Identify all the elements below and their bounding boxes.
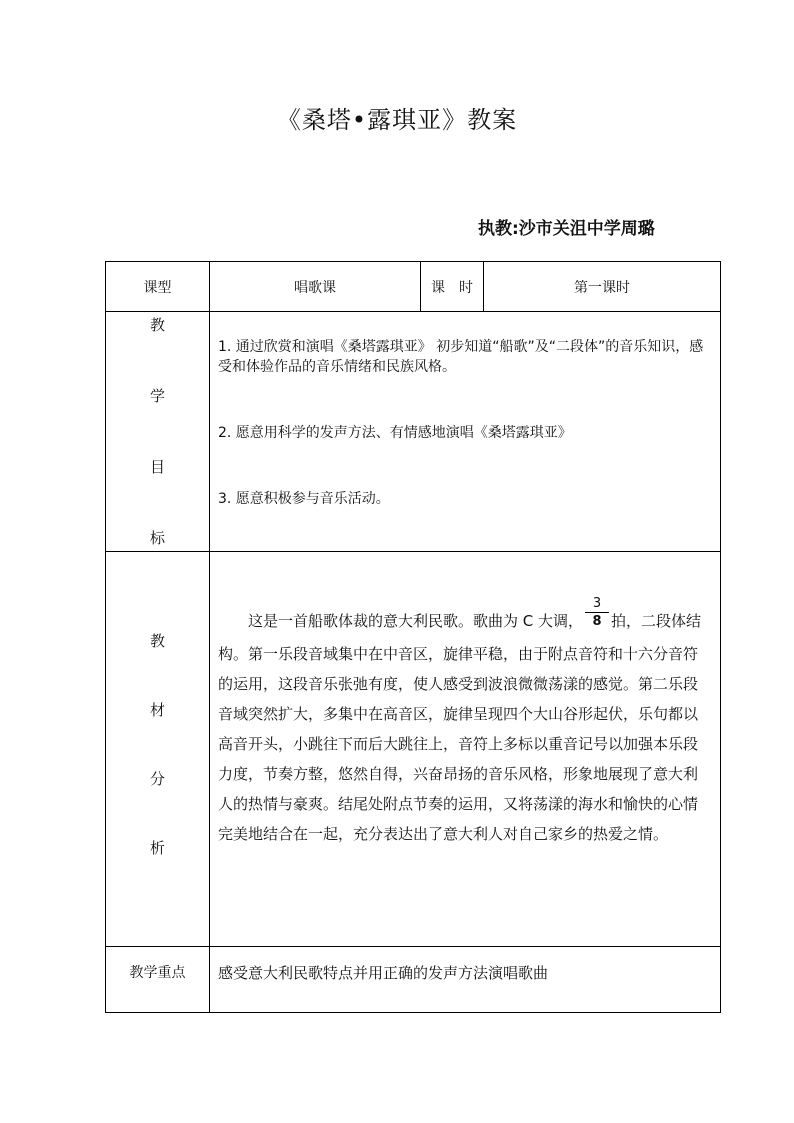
material-analysis-content — [210, 552, 721, 947]
time-signature-denominator: 8 — [592, 614, 602, 629]
period-label: 课 时 — [421, 262, 484, 312]
goals-label-char: 目 — [149, 458, 165, 476]
goals-label-char: 学 — [149, 387, 165, 405]
lesson-type-value: 唱歌课 — [210, 262, 421, 312]
material-analysis-label — [106, 552, 210, 947]
lesson-plan-table — [105, 261, 721, 1013]
goal-item: 3. 愿意积极参与音乐活动。 — [218, 491, 390, 507]
material-label-char: 析 — [149, 839, 165, 857]
row-material-analysis — [106, 552, 721, 947]
goal-item: 2. 愿意用科学的发声方法、有情感地演唱《桑塔露琪亚》 — [218, 425, 572, 441]
goal-item: 1. 通过欣赏和演唱《桑塔露琪亚》 初步知道“船歌”及“二段体”的音乐知识，感受和体验作品的音乐情绪和民族风格。 — [218, 339, 704, 375]
row-key-points — [106, 947, 721, 1013]
author-line: 执教:沙市关沮中学周璐 — [478, 219, 655, 239]
document-title: 《桑塔•露琪亚》教案 — [276, 106, 518, 134]
material-label-char: 教 — [149, 632, 165, 650]
time-signature-numerator: 3 — [585, 596, 609, 613]
teaching-goals-content — [210, 312, 721, 552]
goals-label-char: 教 — [149, 316, 165, 334]
key-points-value: 感受意大利民歌特点并用正确的发声方法演唱歌曲 — [210, 947, 721, 1013]
row-teaching-goals — [106, 312, 721, 552]
key-points-label: 教学重点 — [106, 947, 210, 1013]
row-lesson-type — [106, 262, 721, 312]
time-signature — [585, 596, 609, 631]
material-text-start: 这是一首船歌体裁的意大利民歌。歌曲为 C 大调， — [218, 612, 584, 630]
teaching-goals-label — [106, 312, 210, 552]
lesson-type-label: 课型 — [106, 262, 210, 312]
material-text-rest: 拍，二段体结构。第一乐段音域集中在中音区，旋律平稳，由于附点音符和十六分音符的运用，这段音乐张弛有度，使人感受到波浪微微荡漾的感觉。第二乐段音域突然扩大，多集中在高音区，旋律呈现四个大山谷形起伏，乐句都以高音开头，小跳往下而后大跳往上，音符上多标以重音记号以加强本乐段力度，节奏方整，悠然自得，兴奋昂扬的音乐风格，形象地展现了意大利人的热情与豪爽。结尾处附点节奏的运用，又将荡漾的海水和愉快的心情完美地结合在一起，充分表达出了意大利人对自己家乡的热爱之情。 — [218, 612, 702, 843]
period-value: 第一课时 — [484, 262, 721, 312]
material-label-char: 材 — [149, 701, 165, 719]
material-label-char: 分 — [149, 770, 165, 788]
goals-label-char: 标 — [149, 529, 165, 547]
material-paragraph — [218, 596, 710, 849]
